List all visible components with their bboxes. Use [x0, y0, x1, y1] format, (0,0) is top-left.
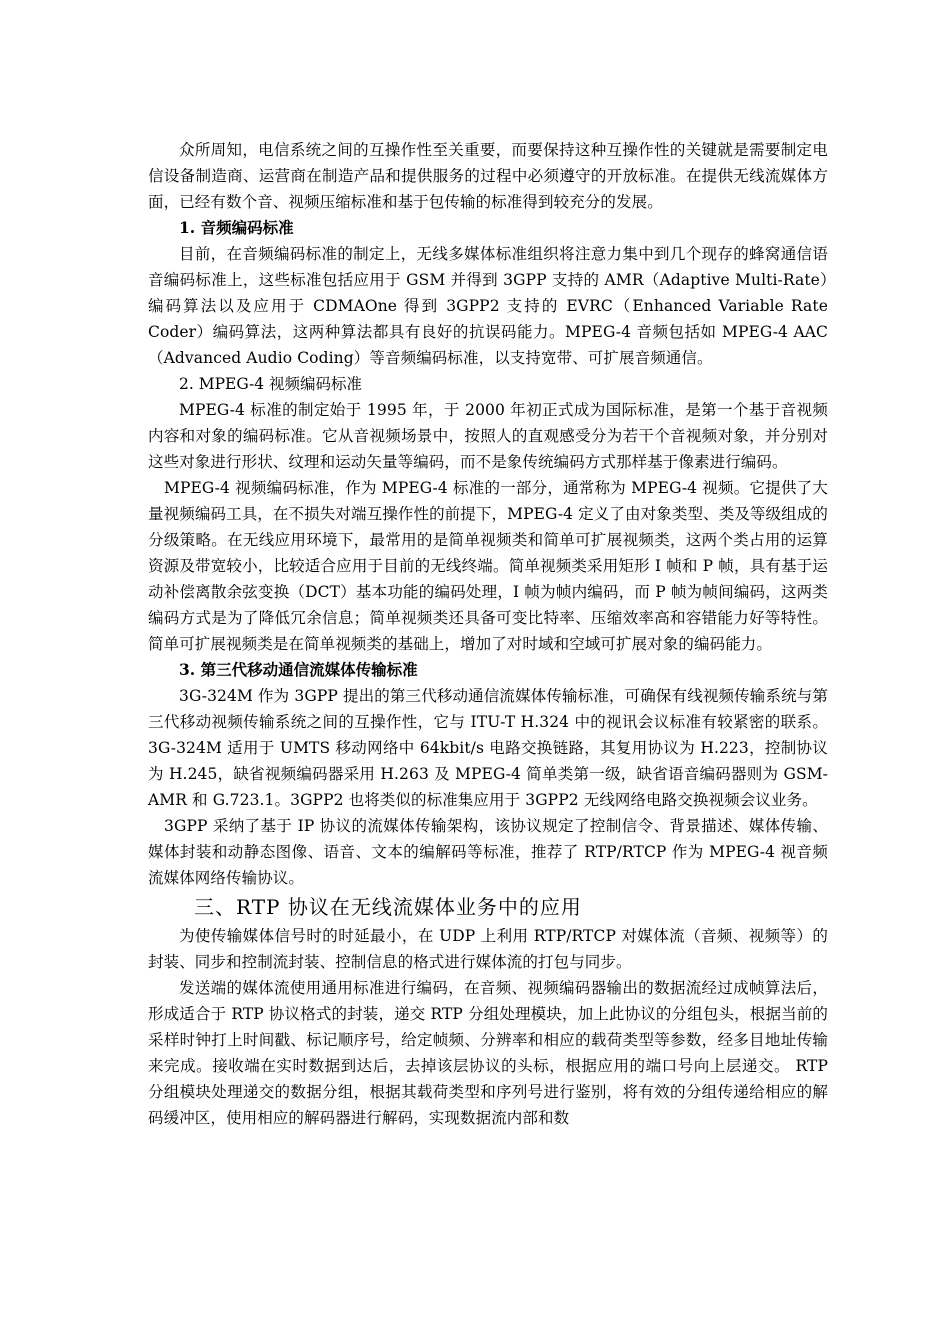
audio-coding-paragraph: 目前，在音频编码标准的制定上，无线多媒体标准组织将注意力集中到几个现存的蜂窝通信语音编码标准上，这些标准包括应用于 GSM 并得到 3GPP 支持的 AMR（Adaptive Multi-Rate）编码算法以及应用于 CDMAOne 得到 3GPP2 支持的 EVRC（Enhanced Variable Rate Coder）编码算法，这两种算法都具有良好的抗误码能力。MPEG-4 音频包括如 MPEG-4 AAC（Advanced Audio Coding）等音频编码标准，以支持宽带、可扩展音频通信。 — [148, 245, 828, 367]
audio-coding-heading: 1. 音频编码标准 — [179, 218, 294, 237]
rtp-section-heading: 三、RTP 协议在无线流媒体业务中的应用 — [194, 895, 582, 919]
mpeg4-video-heading: 2. MPEG-4 视频编码标准 — [179, 375, 363, 393]
rtp-process-paragraph: 发送端的媒体流使用通用标准进行编码，在音频、视频编码器输出的数据流经过成帧算法后，形成适合于 RTP 协议格式的封装，递交 RTP 分组处理模块，加上此协议的分组包头，根据当前的采样时钟打上时间戳、标记顺序号，给定帧频、分辨率和相应的载荷类型等参数，经多目地址传输来完成。接收端在实时数据到达后，去掉该层协议的头标，根据应用的端口号向上层递交。 RTP 分组模块处理递交的数据分组，根据其载荷类型和序列号进行鉴别，将有效的分组传递给相应的解码缓冲区，使用相应的解码器进行解码，实现数据流内部和数 — [148, 979, 828, 1127]
rtp-delay-paragraph: 为使传输媒体信号时的时延最小，在 UDP 上利用 RTP/RTCP 对媒体流（音频、视频等）的封装、同步和控制流封装、控制信息的格式进行媒体流的打包与同步。 — [148, 927, 828, 971]
3gpp-ip-paragraph: 3GPP 采纳了基于 IP 协议的流媒体传输架构，该协议规定了控制信令、背景描述、媒体传输、媒体封装和动静态图像、语音、文本的编解码等标准，推荐了 RTP/RTCP 作为 MPEG-4 视音频流媒体网络传输协议。 — [148, 817, 828, 887]
mpeg4-video-paragraph: MPEG-4 视频编码标准，作为 MPEG-4 标准的一部分，通常称为 MPEG-4 视频。它提供了大量视频编码工具，在不损失对端互操作性的前提下，MPEG-4 定义了由对象类型、类及等级组成的分级策略。在无线应用环境下，最常用的是简单视频类和简单可扩展视频类，这两个类占用的运算资源及带宽较小，比较适合应用于目前的无线终端。简单视频类采用矩形 I 帧和 P 帧，具有基于运动补偿离散余弦变换（DCT）基本功能的编码处理，I 帧为帧内编码，而 P 帧为帧间编码，这两类编码方式是为了降低冗余信息；简单视频类还具备可变比特率、压缩效率高和容错能力好等特性。简单可扩展视频类是在简单视频类的基础上，增加了对时域和空域可扩展对象的编码能力。 — [148, 479, 828, 653]
3g-streaming-heading: 3. 第三代移动通信流媒体传输标准 — [179, 660, 418, 679]
3g-324m-paragraph: 3G-324M 作为 3GPP 提出的第三代移动通信流媒体传输标准，可确保有线视频传输系统与第三代移动视频传输系统之间的互操作性，它与 ITU-T H.324 中的视讯会议标准有较紧密的联系。3G-324M 适用于 UMTS 移动网络中 64kbit/s 电路交换链路，其复用协议为 H.223，控制协议为 H.245，缺省视频编码器采用 H.263 及 MPEG-4 简单类第一级，缺省语音编码器则为 GSM-AMR 和 G.723.1。3GPP2 也将类似的标准集应用于 3GPP2 无线网络电路交换视频会议业务。 — [148, 687, 828, 809]
document-body — [148, 137, 828, 1131]
intro-paragraph: 众所周知，电信系统之间的互操作性至关重要，而要保持这种互操作性的关键就是需要制定电信设备制造商、运营商在制造产品和提供服务的过程中必须遵守的开放标准。在提供无线流媒体方面，已经有数个音、视频压缩标准和基于包传输的标准得到较充分的发展。 — [148, 141, 828, 211]
mpeg4-standard-paragraph: MPEG-4 标准的制定始于 1995 年，于 2000 年初正式成为国际标准，是第一个基于音视频内容和对象的编码标准。它从音视频场景中，按照人的直观感受分为若干个音视频对象，并分别对这些对象进行形状、纹理和运动矢量等编码，而不是象传统编码方式那样基于像素进行编码。 — [148, 401, 828, 471]
